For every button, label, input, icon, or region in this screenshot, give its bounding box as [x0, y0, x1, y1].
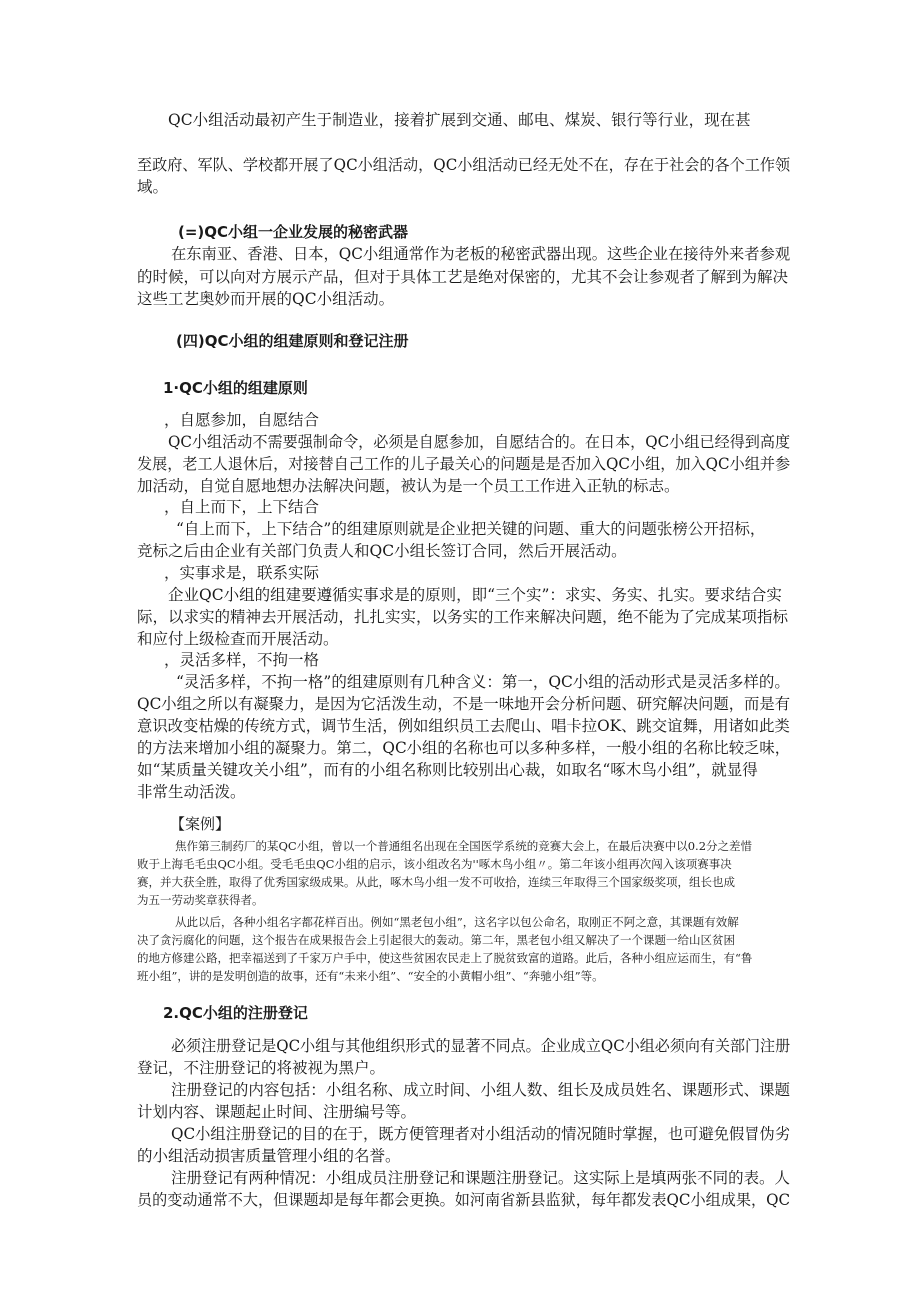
secret-line-3: 这些工艺奥妙而开展的QC小组活动。	[137, 290, 395, 308]
section-heading-principles-registration: (四)QC小组的组建原则和登记注册	[176, 332, 409, 350]
principle-1-title: ，自愿参加，自愿结合	[164, 411, 320, 429]
principle-4-line-5: 如“某质量关键攻关小组”，而有的小组名称则比较别出心裁，如取名“啄木鸟小组”，就显得	[137, 761, 758, 779]
principle-4-line-4: 的方法来增加小组的凝聚力。第二，QC小组的名称也可以多种多样，一般小组的名称比较乏味，	[137, 739, 791, 757]
principle-4-line-2: QC小组之所以有凝聚力，是因为它活泼生动，不是一味地开会分析问题、研究解决问题，而是有	[137, 695, 791, 713]
principle-4-line-1: “灵活多样，不拘一格”的组建原则有几种含义：第一，QC小组的活动形式是灵活多样的。	[176, 673, 790, 691]
registration-p4-line-1: 注册登记有两种情况：小组成员注册登记和课题注册登记。这实际上是填两张不同的表。人	[171, 1169, 791, 1187]
registration-p1-line-1: 必须注册登记是QC小组与其他组织形式的显著不同点。企业成立QC小组必须向有关部门注册	[171, 1037, 791, 1055]
registration-p2-line-2: 计划内容、课题起止时间、注册编号等。	[137, 1103, 417, 1121]
principle-1-line-2: 发展，老工人退休后，对接替自己工作的儿子最关心的问题是是否加入QC小组，加入QC小组并参	[137, 455, 791, 473]
principle-2-line-2: 竞标之后由企业有关部门负责人和QC小组长签订合同，然后开展活动。	[137, 542, 627, 560]
intro-line-3: 域。	[137, 178, 169, 196]
secret-line-1: 在东南亚、香港、日本，QC小组通常作为老板的秘密武器出现。这些企业在接待外来者参观	[171, 245, 791, 263]
case-line-2: 败于上海毛毛虫QC小组。受毛毛虫QC小组的启示，该小组改名为''啄木鸟小组〃。第二年该小组再次闯入该项赛事决	[137, 857, 732, 871]
principle-1-line-1: QC小组活动不需要强制命令，必须是自愿参加，自愿结合的。在日本，QC小组已经得到高度	[168, 433, 791, 451]
principle-4-line-6: 非常生动活泼。	[137, 783, 246, 801]
section-heading-secret-weapon: (=)QC小组一企业发展的秘密武器	[178, 223, 409, 241]
case-line-7: 的地方修建公路，把幸福送到了千家万户手中，使这些贫困农民走上了脱贫致富的道路。此后，各种小组应运而生，有“鲁	[137, 951, 753, 965]
case-line-4: 为五一劳动奖章获得者。	[137, 893, 264, 907]
principle-4-line-3: 意识改变枯燥的传统方式，调节生活，例如组织员工去爬山、唱卡拉OK、跳交谊舞，用诸如此类	[137, 717, 790, 735]
principle-3-line-2: 际，以求实的精神去开展活动，扎扎实实，以务实的工作来解决问题，绝不能为了完成某项指标	[137, 608, 789, 626]
principle-1-line-3: 加活动，自觉自愿地想办法解决问题，被认为是一个员工工作进入正轨的标志。	[137, 477, 680, 495]
principle-2-line-1: “自上而下，上下结合”的组建原则就是企业把关键的问题、重大的问题张榜公开招标，	[176, 520, 766, 538]
secret-line-2: 的时候，可以向对方展示产品，但对于具体工艺是绝对保密的，尤其不会让参观者了解到为解决	[137, 268, 789, 286]
subheading-registration: 2.QC小组的注册登记	[163, 1004, 308, 1022]
case-line-8: 班小组”，讲的是发明创造的故事，还有“未来小组”、“安全的小黄帽小组”、“奔驰小组”等。	[137, 969, 604, 983]
principle-3-line-3: 和应付上级检查而开展活动。	[137, 630, 339, 648]
case-line-3: 赛，并大获全胜，取得了优秀国家级成果。从此，啄木鸟小组一发不可收拾，连续三年取得三个国家级奖项，组长也成	[137, 875, 735, 889]
principle-3-line-1: 企业QC小组的组建要遵循实事求是的原则，即“三个实”：求实、务实、扎实。要求结合实	[168, 586, 782, 604]
intro-line-2: 至政府、军队、学校都开展了QC小组活动，QC小组活动已经无处不在，存在于社会的各个工作领	[137, 156, 791, 174]
registration-p3-line-2: 的小组活动损害质量管理小组的名誉。	[137, 1147, 401, 1165]
case-line-6: 决了贪污腐化的问题，这个报告在成果报告会上引起很大的轰动。第二年，黑老包小组又解决了一个课题一给山区贫困	[137, 933, 735, 947]
principle-4-title: ，灵活多样，不拘一格	[164, 651, 320, 669]
case-line-1: 焦作第三制药厂的某QC小组，曾以一个普通组名出现在全国医学系统的竞赛大会上，在最后决赛中以0.2分之差惜	[175, 839, 753, 853]
principle-3-title: ，实事求是，联系实际	[164, 564, 320, 582]
intro-line-1: QC小组活动最初产生于制造业，接着扩展到交通、邮电、煤炭、银行等行业，现在甚	[168, 111, 751, 129]
registration-p3-line-1: QC小组注册登记的目的在于，既方便管理者对小组活动的情况随时掌握，也可避免假冒伪劣	[171, 1125, 791, 1143]
registration-p2-line-1: 注册登记的内容包括：小组名称、成立时间、小组人数、组长及成员姓名、课题形式、课题	[171, 1081, 791, 1099]
case-title: 【案例】	[170, 815, 231, 833]
principle-2-title: ，自上而下，上下结合	[164, 498, 320, 516]
registration-p1-line-2: 登记，不注册登记的将被视为黑户。	[137, 1059, 386, 1077]
case-line-5: 从此以后，各种小组名字都花样百出。例如“黑老包小组”，这名字以包公命名，取刚正不阿之意，其课题有效解	[175, 915, 739, 929]
subheading-principles: 1·QC小组的组建原则	[163, 379, 308, 397]
registration-p4-line-2: 员的变动通常不大，但课题却是每年都会更换。如河南省新县监狱，每年都发表QC小组成果，QC	[137, 1191, 791, 1209]
